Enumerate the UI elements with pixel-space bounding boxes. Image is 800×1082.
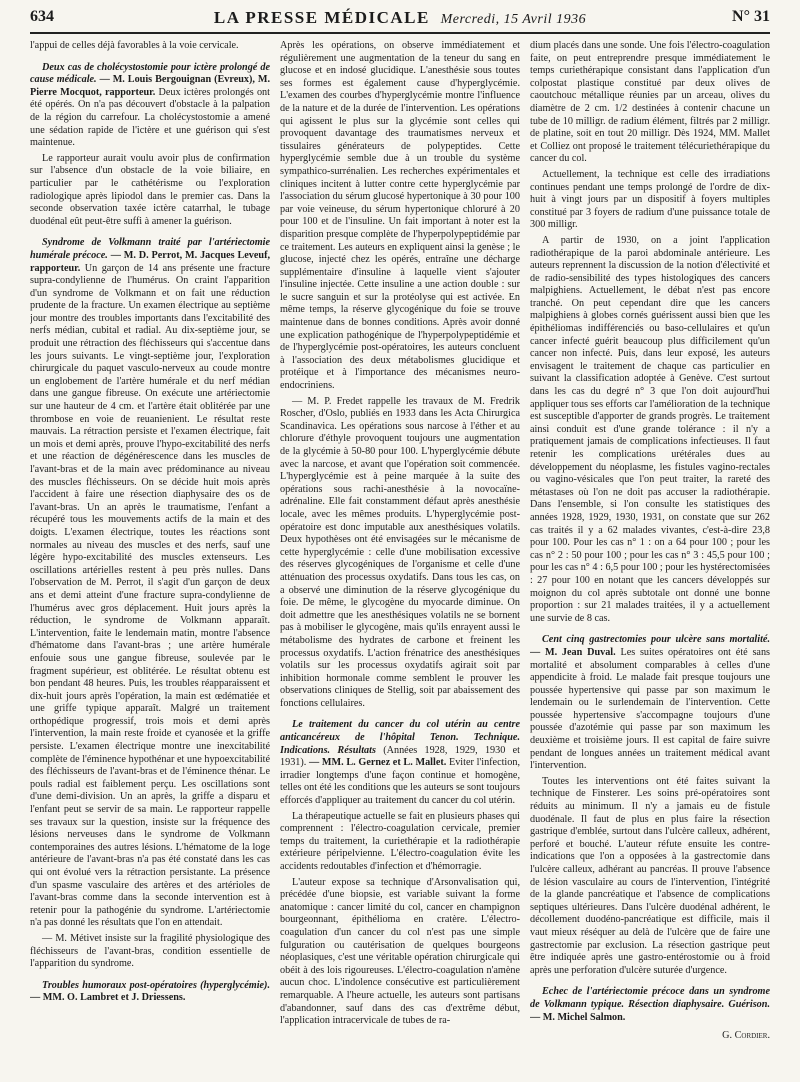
article-heading <box>530 634 770 773</box>
paragraph: Un garçon de 14 ans présente une fracture supra-condylienne de l'humérus. On craint l'apparition d'un syndrome de Volkmann et on fait une réduction prudente de la fracture. Un examen électrique au septième jour montre des troubles importants dans l'excitabilité des nerfs médian, cubital et radial. Au dix-septième jour, se produit une rétraction des fléchisseurs qui s'accentue dans les jours suivants. Le vingt-septième jour, l'exploration chirurgicale du paquet vasculo-nerveux au coude montre un englobement de l'artère humérale et du nerf médian dans une gangue fibreuse. On exécute une artériectomie sur une hauteur de 4 cm. et l'artère était oblitérée par une thrombose en voie de reuanienient. Le résultat reste mauvais. La rétraction persiste et l'examen électrique, fait un mois et demi après, prouve l'hypo-excitabilité des nerfs et une réaction de dégénérescence dans les muscles de l'avant-bras et de la main avec prédominance au niveau des muscles fléchisseurs. On se décide huit mois après l'accident à faire une résection diaphysaire des os de l'avant-bras. Un an après le traumatisme, l'enfant a récupéré tous les mouvements actifs de la main et des doigts. L'examen électrique, toutes les réactions sont normales au niveau des muscles et des nerfs, sauf une légère hypo-excitabilité des muscles extenseurs. Les oscillations artérielles restent à peu près nulles. Dans l'observation de M. Perrot, il s'agit d'un garçon de deux ans et demi atteint d'une fracture supra-condylienne de l'humérus avec gros déplacement. Huit jours après la réduction, le syndrome de Volkmann apparaît. L'intervention, faite le lendemain matin, montre l'absence d'hématome dans l'avant-bras ; une artère humérale enfouie sous une gangue fibreuse, soulevée par le fragment supérieur, est oblitérée. Le résultat obtenu est bon pendant 48 heures. Puis, les troubles réapparaissent et dix-huit jours après l'opération, la main est œdématiée et une griffe typique apparaît. Malgré un traitement orthopédique progressif, trois mois et demi après l'intervention, la main reste froide et cyanosée et la griffe persiste. L'examen électrique montre une inexcitabilité complète de l'éminence hypothénar et une hypoexcitabilité des fléchisseurs de l'avant-bras et de l'éminence thénar. Le pouls radial est faiblement perçu. Les oscillations sont d'une demi-division. Un an après, la griffe a disparu et l'enfant peut se servir de sa main. Le rapporteur rappelle ses travaux sur la question, insiste sur la fréquence des lésions nerveuses dans le syndrome de Volkmann contemporaines des autres lésions. L'hématome de la loge antérieure de l'avant-bras n'a pas été constaté dans les cas qui ont évolué vers la rétraction persistante. La présence d'un spasme vasculaire des artères et des artérioles de l'avant-bras comme dans la seconde intervention est à retenir pour la pathogénie du syndrome. L'artériectomie n'a pas donné les résultats que l'on en attendait. <box>30 262 270 929</box>
paragraph: dium placés dans une sonde. Une fois l'électro-coagulation faite, on peut entreprendre presque immédiatement le temps curiethérapique consistant dans l'application d'un colpostat plastique constitué par deux olives de caoutchouc métallique réunies par un arceau, olives du diamètre de 2 cm. 1/2 destinées à contenir chacune un tube de 10 milligr. de radium élément, filtrés par 2 milligr. de platine, soit en tout 20 milligr. Dès 1924, MM. Mallet et Colliez ont proposé le traitement télécuriethérapique du cancer du col. <box>530 40 770 165</box>
journal-title-line <box>30 8 770 28</box>
article-authors: — MM. O. Lambret et J. Driessens. <box>30 992 186 1004</box>
article-title: Echec de l'artériectomie précoce dans un syndrome de Volkmann typique. Résection diaphysaire. Guérison. <box>530 986 770 1010</box>
article-authors: — M. Louis Bergouignan (Evreux), M. Pierre Mocquot, rapporteur. <box>30 74 270 98</box>
column-2 <box>280 40 520 1070</box>
paragraph: Deux ictères prolongés ont été opérés. On n'a pas découvert d'obstacle à la palpation de la région du carrefour. La cholécystostomie a amené une sédation rapide de l'ictère et une guérison qui s'est maintenue. <box>30 86 270 149</box>
paragraph: — M. P. Fredet rappelle les travaux de M. Fredrik Roscher, d'Oslo, publiés en 1933 dans les Acta Chirurgica Scandinavica. Les opérations sous narcose à l'éther et au chlorure d'éthyle provoquent toujours une augmentation de la glycémie à 50-80 pour 100. L'hyperglycémie débute avec la narcose, et avant que l'opération soit commencée. L'hyperglycémie est à peine marquée à la suite des opérations sous rachi-anesthésie à la novocaïne-adrénaline. Elle fait constamment défaut après anesthésie locale, avec les mêmes produits. L'hyperglycémie post-opératoire est donc imputable aux anesthésiques volatils. Deux hypothèses ont été envisagées sur le mécanisme de cette hyperglycémie : celle d'une mobilisation excessive des réserves glycogéniques de l'organisme et celle d'une atténuation des processus oxydatifs. Dans tous les cas, on a observé une diminution de la réserve glycogénique du foie. De même, le glycogène du myocarde diminue. On doit admettre que les anesthésiques volatils ne se bornent pas à mobiliser le glycogène, mais qu'ils enrayent aussi le métabolisme des hydrates de carbone et freinent les processus oxydatifs. L'action frénatrice des anesthésiques volatils sur les processus oxydatifs agirait soit par inhibition hormonale comme semblent le prouver les observations cliniques de Stellig, soit par abaissement des fonctions cellulaires. <box>280 395 520 709</box>
article-heading <box>30 980 270 1005</box>
article-heading <box>30 62 270 150</box>
article-years: (Années 1928, 1929, 1930 et 1931). <box>280 744 520 769</box>
paragraph: Les suites opératoires ont été sans mortalité et absolument comparables à celles d'une appendicite à froid. Le malade fait presque toujours une poussée hypertensive qui passe par son maximum le lendemain ou le surlendemain de l'intervention. Cette poussée hypertensive s'accompagne toujours d'une poussée d'azotémie qui passe par son maximum les deuxième et troisième jours. Il est capital de faire suivre pendant de longues années un traitement médical avant l'intervention. <box>530 646 770 772</box>
paragraph: l'appui de celles déjà favorables à la voie cervicale. <box>30 40 239 51</box>
article-authors: — MM. L. Gernez et L. Mallet. <box>309 757 447 769</box>
paragraph: Toutes les interventions ont été faites suivant la technique de Finsterer. Les soins pré-opératoires sont réduits au minimum. Il n'y a jamais eu de fistule duodénale. Il faut de plus en plus faire la résection gastrique d'emblée, surtout dans l'ulcère calleux, adhérent, perforé et bouché. L'auteur réfute ensuite les contre-indications que l'on a opposées à la gastrectomie dans l'ulcère calleux, adhérant au pancréas. Il prouve l'absence de lésion vasculaire au cours de l'intervention, l'intégrité de la glande pancréatique et l'absence de complications septiques ultérieures. Dans l'ulcère duodénal adhérent, le décollement duodéno-pancréatique est difficile, mais il vaut mieux réséquer au delà de l'ulcère que de faire une gastrectomie par exclusion. La résection gastrique peut être indiquée après une gastro-entérostomie ou à froid après une perforation d'ulcère suturée d'urgence. <box>530 775 770 976</box>
article-heading <box>530 986 770 1024</box>
article-title: Cent cinq gastrectomies pour ulcère sans mortalité. <box>542 634 770 646</box>
paragraph: Actuellement, la technique est celle des irradiations continues pendant une temps prolongé de l'ordre de dix-huit à vingt jours par un dispositif à foyers multiples constitué par 3 foyers de radium d'une puissance totale de 300 milligr. <box>530 168 770 231</box>
journal-name: LA PRESSE MÉDICALE <box>213 8 430 27</box>
article-columns <box>30 40 770 1070</box>
paragraph: Après les opérations, on observe immédiatement et régulièrement une augmentation de la teneur du sang en glucose et en indosé glucidique. L'anesthésie sous toutes ses formes est également cause d'hyperglycémie. L'examen des courbes d'hyperglycémie montre l'influence de la nature et de la durée de l'intervention. Les opérations qui agissent le plus sur la glycémie sont celles qui provoquent davantage des traumatismes nerveux et tissulaires générateurs de polypeptides. Cette hyperglycémie semble due à un trouble du système sympathico-surrénalien. Les recherches expérimentales et cliniques incitent à lutter contre cette hyperglycémie par l'association du sérum glucosé hypertonique à 30 pour 100 par voie veineuse, du sérum hypertonique chloruré à 20 pour 100 et de l'insuline. Un fait important à noter est la disparition presque complète de l'hyperpolypeptidémie par ce traitement. Les auteurs en expliquent ainsi la genèse ; le glucose, injecté chez les opérés, entraîne une décharge supplémentaire d'insuline à laquelle vient s'ajouter l'insuline injectée. Cette insuline a une action double : sur le sucre sanguin et sur la protéolyse qui est activée. En même temps, la réserve glycogénique du foie se trouve maintenue dans de bonnes conditions. Après avoir donné une explication pathogénique de l'hyperpolypeptidémie et de l'hyperglycémie post-opératoires, les auteurs concluent à l'association des deux métabolismes glucidique et protéique et à l'importance des mécanismes neuro-endocriniens. <box>280 40 520 392</box>
article-heading <box>280 719 520 807</box>
article-authors: — M. Jean Duval. <box>530 646 616 658</box>
column-1 <box>30 40 270 1070</box>
header-rule <box>30 32 770 34</box>
article-heading <box>30 237 270 930</box>
article-title: Syndrome de Volkmann traité par l'artériectomie humérale précoce. <box>30 237 270 261</box>
paragraph: L'auteur expose sa technique d'Arsonvalisation qui, précédée d'une biopsie, est variable suivant la forme anatomique : cancer limité du col, cancer en champignon bourgeonnant, épithélioma en cratère. L'électro-coagulation d'un cancer du col n'est pas une simple fulguration ou cautérisation de quelques bourgeons néoplasiques, c'est une véritable opération chirurgicale qui obéit à des lois rigoureuses. L'électro-coagulation n'amène aucun choc. L'indolence consécutive est particulièrement remarquable. A l'heure actuelle, les auteurs sont partisans d'abandonner, sauf dans des cas d'extrême début, l'application intracervicale de tubes de ra- <box>280 876 520 1027</box>
column-3 <box>530 40 770 1070</box>
article-authors: — M. D. Perrot, M. Jacques Leveuf, rapporteur. <box>30 249 270 274</box>
paragraph: La thérapeutique actuelle se fait en plusieurs phases qui comprennent : l'électro-coagulation cervicale, premier temps du traitement, la curiethérapie et la radiothérapie extérieure péripelvienne. L'électro-coagulation évite les accidents redoutables d'infection et d'hémorragie. <box>280 810 520 872</box>
page-number: 634 <box>30 8 54 25</box>
paragraph: Eviter l'infection, irradier longtemps d'une façon continue et homogène, telles ont été les conditions que les auteurs se sont toujours efforcés d'appliquer au traitement du cancer du col utérin. <box>280 757 520 807</box>
article-title: Deux cas de cholécystostomie pour ictère prolongé de cause médicale. <box>30 61 270 86</box>
paragraph: A partir de 1930, on a joint l'application radiothérapique de la paroi abdominale antérieure. Les auteurs reprennent la discussion de la notion d'électivité et de radio-sensibilité des types histologiques des cancers malpighiens. Actuellement, le débat n'est pas encore tranché. On peut cependant dire que les cancers malpighiens à globes cornés guérissent aussi bien que les épithéliomas indifférenciés ou baso-cellulaires et qu'un cancer infecté guérit beaucoup plus difficilement qu'un cancer non infecté. Puis, dans leur exposé, les auteurs envisagent le traitement de chaque cas particulier en suivant la classification adoptée à Genève. C'est surtout dans les cas du degré n° 3 que l'on doit aujourd'hui appliquer tous ses efforts car l'amélioration de la technique est susceptible d'apporter de grands progrès. Le traitement ainsi conduit est d'une grande tolérance : il n'y a pratiquement jamais de complications infectieuses. Il faut retenir les complications urétérales dues au développement du néoplasme, les fistules vagino-rectales ou vagino-vésicales que l'on peut traiter, la rareté des métastases où l'on ne doit pas accuser la radiothérapie. Dans l'ensemble, si l'on consulte les statistiques des années 1928, 1929, 1930, 1931, on constate que sur 262 cas traités il y a 62 malades vivantes, c'est-à-dire 23,8 pour 100. Pour les cas n° 1 : on a 64 pour 100 ; pour les cas n° 2 : 50 pour 100 ; pour les cas n° 3 : 45,5 pour 100 ; pour les cas n° 4 : 6,5 pour 100 ; pour les hystérectomisées : 27 pour 100 en notant que les cancers développés sur moignon du col après subtotale ont donné une bonne proportion : sur 21 malades traitées, il y a actuellement une survie de 8 cas. <box>530 234 770 624</box>
paragraph: Le rapporteur aurait voulu avoir plus de confirmation sur l'absence d'un obstacle de la voie biliaire, en particulier par le cathétérisme ou l'exploration radiologique après lipiodol dans le premier cas. Dans la seconde observation taxée ictère catarrhal, le tubage duodénal eût peut-être suffi à amener la guérison. <box>30 152 270 227</box>
paragraph: — M. Métivet insiste sur la fragilité physiologique des fléchisseurs de l'avant-bras, condition essentielle de l'apparition du syndrome. <box>30 932 270 970</box>
article-title: Troubles humoraux post-opératoires (hyperglycémie). <box>42 979 270 991</box>
issue-date: Mercredi, 15 Avril 1936 <box>440 12 587 27</box>
issue-number: N° 31 <box>732 8 770 25</box>
article-title: Le traitement du cancer du col utérin au centre anticancéreux de l'hôpital Tenon. Technique. Indications. Résultats <box>280 719 520 756</box>
signature: G. Cordier. <box>722 1030 770 1042</box>
article-authors: — M. Michel Salmon. <box>530 1011 626 1023</box>
